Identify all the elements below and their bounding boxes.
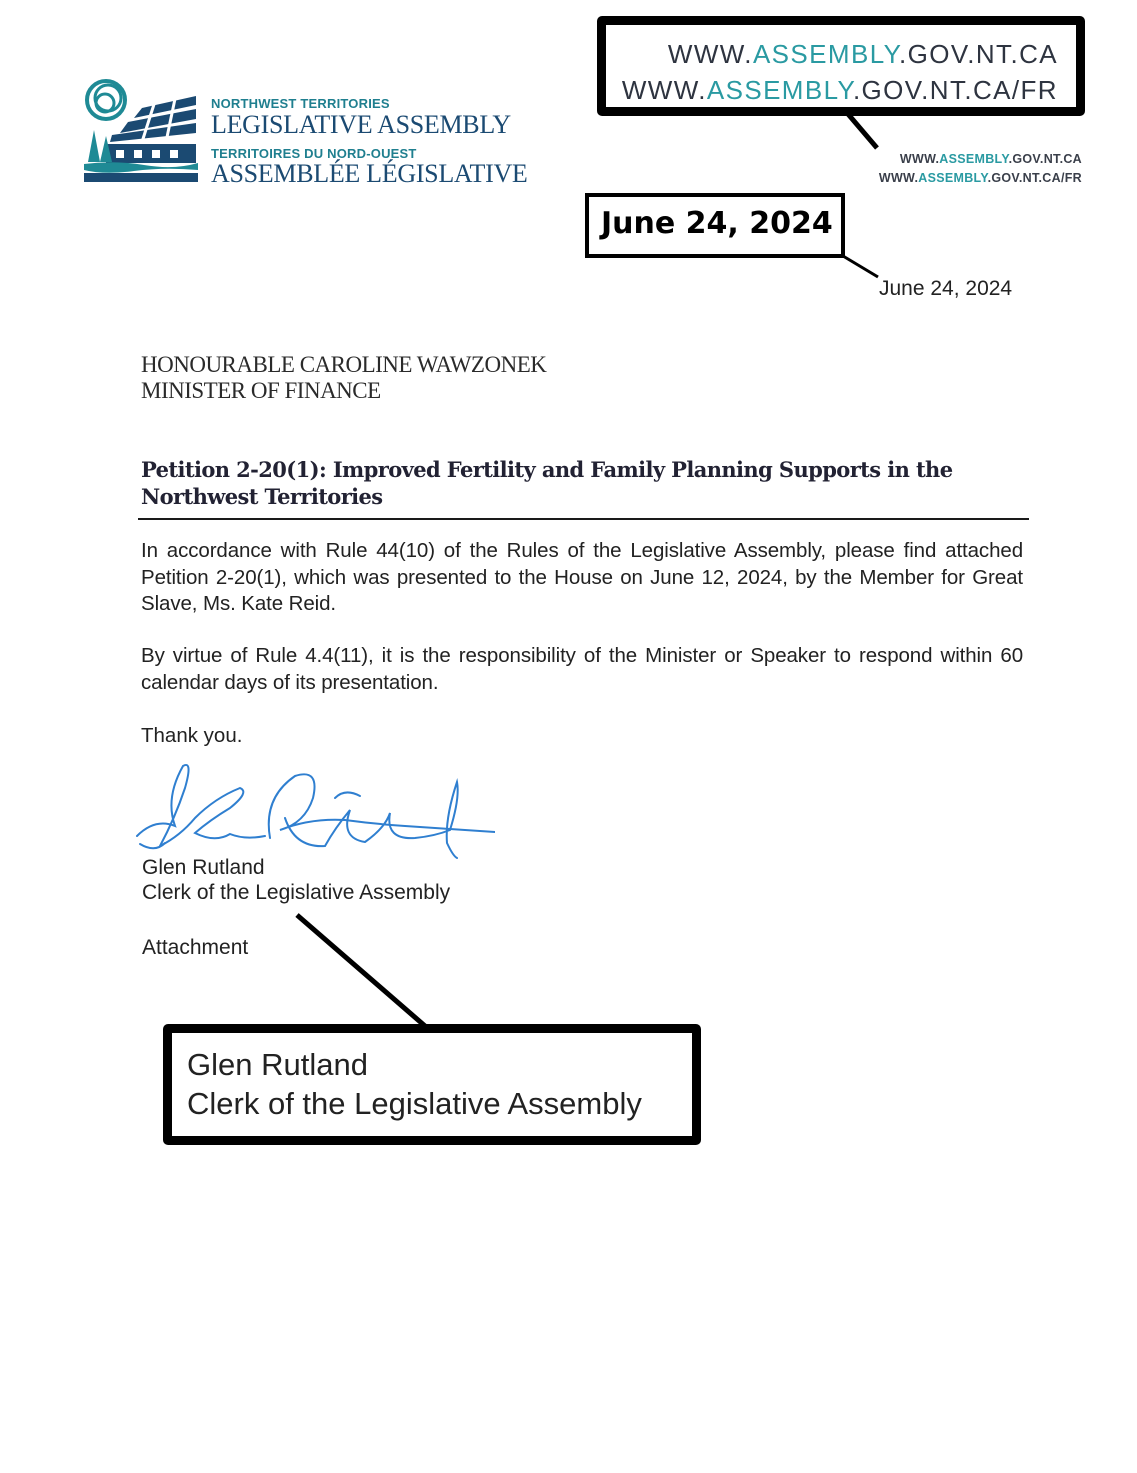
website-callout-connector bbox=[848, 114, 877, 148]
website-prefix: WWW. bbox=[621, 75, 707, 105]
website-suffix: .GOV.NT.CA bbox=[1008, 152, 1082, 166]
callout-website-fr bbox=[622, 75, 1058, 106]
website-suffix: .GOV.NT.CA/FR bbox=[987, 171, 1082, 185]
website-prefix: WWW. bbox=[899, 152, 940, 166]
body-paragraph: By virtue of Rule 4.4(11), it is the responsibility of the Minister or Speaker to respond within 60 calendar days of its presentation. bbox=[141, 644, 1023, 694]
signatory-title: Clerk of the Legislative Assembly bbox=[142, 881, 451, 904]
addressee-title: MINISTER OF FINANCE bbox=[141, 378, 381, 403]
website-prefix: WWW. bbox=[878, 171, 919, 185]
signatory-name: Glen Rutland bbox=[142, 856, 265, 879]
nwt-legislative-assembly-logo-icon bbox=[84, 78, 198, 184]
logo-territory-fr: TERRITOIRES DU NORD-OUEST bbox=[211, 146, 417, 161]
website-suffix: .GOV.NT.CA/FR bbox=[852, 75, 1058, 105]
logo-assembly-en: LEGISLATIVE ASSEMBLY bbox=[211, 110, 511, 139]
website-link-fr[interactable] bbox=[879, 171, 1082, 185]
callout-signatory-name: Glen Rutland bbox=[187, 1047, 368, 1082]
letter-date: June 24, 2024 bbox=[879, 277, 1013, 300]
date-callout-connector bbox=[843, 256, 878, 277]
website-accent: ASSEMBLY bbox=[918, 171, 988, 185]
addressee-name: HONOURABLE CAROLINE WAWZONEK bbox=[141, 352, 547, 377]
callout-signatory-title: Clerk of the Legislative Assembly bbox=[187, 1086, 642, 1121]
website-link-en[interactable] bbox=[900, 152, 1082, 166]
subject-line: Petition 2-20(1): Improved Fertility and Family Planning Supports in the Northwest Territories bbox=[141, 457, 953, 509]
signatory-callout bbox=[163, 1024, 701, 1145]
website-accent: ASSEMBLY bbox=[706, 75, 853, 105]
website-callout bbox=[597, 16, 1085, 116]
website-prefix: WWW. bbox=[667, 39, 753, 69]
website-accent: ASSEMBLY bbox=[752, 39, 900, 69]
logo-assembly-fr: ASSEMBLÉE LÉGISLATIVE bbox=[211, 159, 528, 188]
date-callout bbox=[585, 193, 845, 258]
website-accent: ASSEMBLY bbox=[939, 152, 1009, 166]
callout-website-en bbox=[668, 39, 1058, 70]
enclosure-note: Attachment bbox=[142, 936, 249, 959]
website-suffix: .GOV.NT.CA bbox=[899, 39, 1058, 69]
callout-date: June 24, 2024 bbox=[601, 206, 833, 241]
signatory-callout-connector bbox=[297, 915, 425, 1026]
body-paragraph: In accordance with Rule 44(10) of the Rules of the Legislative Assembly, please find attached Petition 2-20(1), which was presented to the House on June 12, 2024, by the Member for Great Slave, Ms. Kate Reid. bbox=[141, 539, 1023, 615]
closing: Thank you. bbox=[141, 724, 243, 747]
handwritten-signature-icon bbox=[135, 758, 495, 863]
subject-divider bbox=[138, 518, 1029, 520]
logo-territory-en: NORTHWEST TERRITORIES bbox=[211, 96, 390, 111]
